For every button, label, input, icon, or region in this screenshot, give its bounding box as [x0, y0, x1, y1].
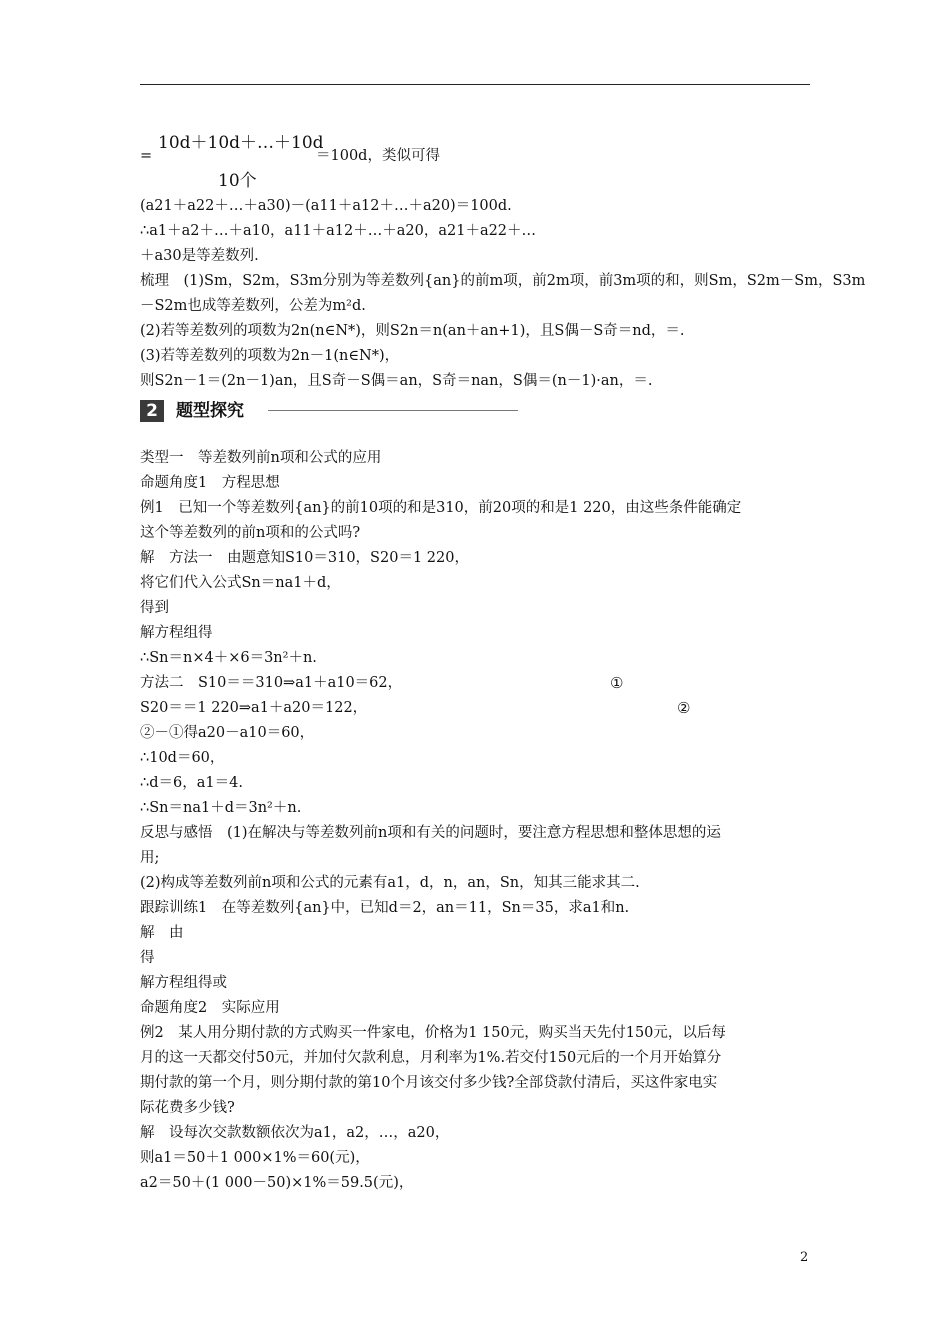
- text-line: 类型一 等差数列前n项和公式的应用: [140, 450, 382, 466]
- text-line: 命题角度1 方程思想: [140, 475, 280, 491]
- text-line: 解 设每次交款数额依次为a1，a2，…，a20，: [140, 1125, 450, 1141]
- text-line: 得到: [140, 600, 169, 616]
- text-line: ∴a1＋a2＋…＋a10，a11＋a12＋…＋a20，a21＋a22＋…: [140, 223, 537, 239]
- text-line: 解方程组得: [140, 625, 213, 641]
- text-line: ＋a30是等差数列.: [140, 248, 259, 264]
- text-line: 这个等差数列的前n项和的公式吗?: [140, 525, 361, 541]
- section-title: 题型探究: [176, 401, 244, 421]
- text-line: ∴Sn＝na1＋d＝3n²＋n.: [140, 800, 302, 816]
- text-line: －S2m也成等差数列，公差为m²d.: [140, 298, 366, 314]
- text-line: 月的这一天都交付50元，并加付欠款利息，月利率为1%.若交付150元后的一个月开始算分: [140, 1050, 722, 1066]
- fraction-equals: =: [140, 148, 153, 164]
- fraction-rest: ＝100d，类似可得: [316, 148, 440, 164]
- text-line: 跟踪训练1 在等差数列{an}中，已知d＝2，an＝11，Sn＝35，求a1和n.: [140, 900, 630, 916]
- text-line: (3)若等差数列的项数为2n－1(n∈N*)，: [140, 348, 400, 364]
- header-rule: [140, 84, 810, 85]
- text-line: a2＝50＋(1 000－50)×1%＝59.5(元)，: [140, 1175, 414, 1191]
- equation-marker-2: ②: [677, 699, 691, 717]
- text-line: S20＝＝1 220⇒a1＋a20＝122，: [140, 700, 368, 716]
- text-line: 例2 某人用分期付款的方式购买一件家电，价格为1 150元，购买当天先付150元，以后每: [140, 1025, 726, 1041]
- text-line: 则S2n－1＝(2n－1)an，且S奇－S偶＝an，S奇＝nan，S偶＝(n－1)·an，＝.: [140, 373, 653, 389]
- text-line: 解 由: [140, 925, 184, 941]
- text-line: 则a1＝50＋1 000×1%＝60(元)，: [140, 1150, 370, 1166]
- fraction-numerator: 10d＋10d＋…＋10d: [158, 133, 324, 153]
- text-line: ∴10d＝60，: [140, 750, 225, 766]
- section-rule: [268, 410, 518, 411]
- brace-label: 10个: [218, 171, 257, 191]
- text-line: ∴d＝6，a1＝4.: [140, 775, 243, 791]
- text-line: 将它们代入公式Sn＝na1＋d，: [140, 575, 341, 591]
- text-line: (2)构成等差数列前n项和公式的元素有a1，d，n，an，Sn，知其三能求其二.: [140, 875, 640, 891]
- text-line: 例1 已知一个等差数列{an}的前10项的和是310，前20项的和是1 220，由这些条件能确定: [140, 500, 742, 516]
- text-line: 解 方法一 由题意知S10＝310，S20＝1 220，: [140, 550, 469, 566]
- text-line: ∴Sn＝n×4＋×6＝3n²＋n.: [140, 650, 317, 666]
- text-line: 际花费多少钱?: [140, 1100, 235, 1116]
- text-line: 期付款的第一个月，则分期付款的第10个月该交付多少钱?全部贷款付清后，买这件家电实: [140, 1075, 718, 1091]
- text-line: (2)若等差数列的项数为2n(n∈N*)，则S2n＝n(an＋an+1)，且S偶－S奇＝nd，＝.: [140, 323, 685, 339]
- page-number: 2: [800, 1250, 809, 1265]
- text-line: 命题角度2 实际应用: [140, 1000, 280, 1016]
- text-line: (a21＋a22＋…＋a30)－(a11＋a12＋…＋a20)＝100d.: [140, 198, 512, 214]
- equation-marker-1: ①: [610, 674, 624, 692]
- text-line: 得: [140, 950, 155, 966]
- text-line: 方法二 S10＝＝310⇒a1＋a10＝62，: [140, 675, 403, 691]
- text-line: 解方程组得或: [140, 975, 227, 991]
- text-line: ②－①得a20－a10＝60，: [140, 725, 315, 741]
- text-line: 反思与感悟 (1)在解决与等差数列前n项和有关的问题时，要注意方程思想和整体思想的运: [140, 825, 721, 841]
- text-line: 梳理 (1)Sm，S2m，S3m分别为等差数列{an}的前m项，前2m项，前3m项的和，则Sm，S2m－Sm，S3m: [140, 273, 866, 289]
- section-number-badge: 2: [140, 400, 164, 422]
- text-line: 用;: [140, 850, 160, 866]
